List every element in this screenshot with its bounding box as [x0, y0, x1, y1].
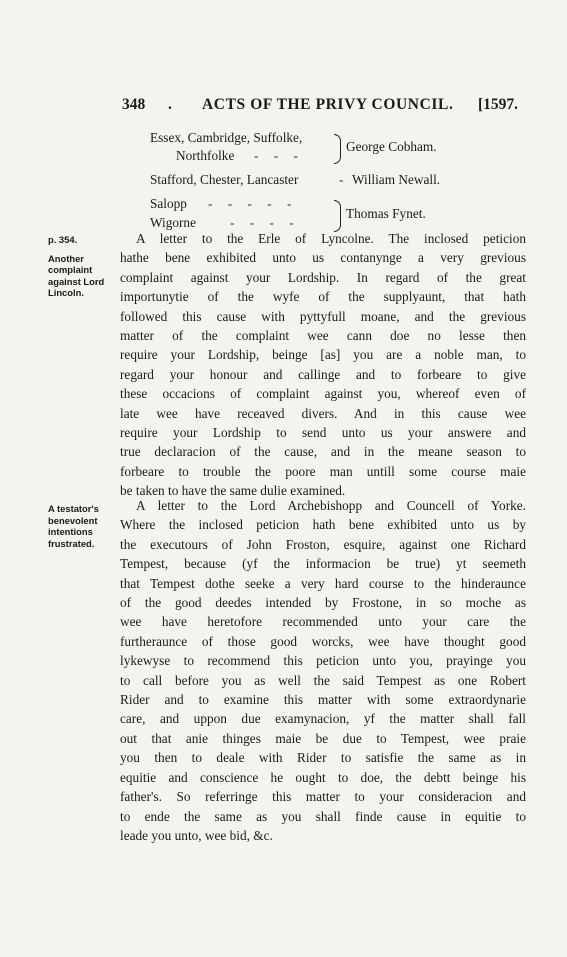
text-line: leade you unto, wee bid, &c. — [120, 827, 273, 843]
text-line: out that anie thinges maie be due to Tempest, wee praie — [120, 730, 526, 746]
text-line: A letter to the Erle of Lyncolne. The inclosed peticion — [136, 231, 526, 246]
text-line: late wee have receaved divers. And in this cause wee — [120, 405, 526, 421]
text-line: that Tempest dothe seeke a very hard course to the hinderaunce — [120, 575, 526, 591]
text-line: wee have heretofore recommended unto your care the — [120, 614, 526, 630]
right-brace — [334, 200, 341, 232]
letter-entry — [120, 496, 526, 845]
right-brace — [334, 134, 341, 164]
running-title: ACTS OF THE PRIVY COUNCIL. — [202, 96, 454, 113]
text-line: equitie and conscience he ought to doe, the debtt beinge his — [120, 769, 526, 785]
text-line: importunytie of the wyfe of the supplyaunt, that hath — [120, 289, 526, 305]
text-line: forbeare to trouble the poore man untill some course maie — [120, 463, 526, 479]
text-line: to call before you as well the said Tempest as one Robert — [120, 672, 526, 688]
county-names-continued: Northfolke — [176, 148, 235, 163]
margin-note-line: intentions — [48, 526, 93, 537]
text-line: these occacions of complaint against you, whereof even of — [120, 386, 526, 402]
county-names: Salopp — [150, 196, 187, 211]
page-reference: p. 354. — [48, 234, 78, 245]
text-line: Where the inclosed peticion hath bene exhibited unto us by — [120, 517, 526, 533]
text-line: matter of the complaint wee cann doe no lesse then — [120, 328, 526, 344]
header-separator: . — [168, 96, 172, 113]
header-year: [1597. — [478, 96, 519, 113]
margin-note-line: Another — [48, 252, 84, 264]
county-names: Essex, Cambridge, Suffolke, — [150, 130, 303, 145]
text-line: regard your honour and callinge and to forbeare to give — [120, 366, 526, 382]
text-line: to ende the same as you shall finde cause in equitie to — [120, 808, 526, 824]
text-line: be taken to have the same dulie examined. — [120, 483, 346, 499]
text-line: Rider and to examine this matter with some extraordynarie — [120, 692, 526, 708]
text-line: A letter to the Lord Archebishopp and Councell of Yorke. — [136, 498, 526, 513]
margin-note-line: A testator's — [48, 503, 99, 514]
dot-leaders: - — [339, 172, 350, 187]
text-line: father's. So referringe this matter to your consideracion and — [120, 789, 526, 805]
margin-note-line: benevolent — [48, 514, 98, 526]
margin-note — [48, 234, 114, 299]
text-line: require your Lordship, beinge [as] you are a noble man, to — [120, 347, 526, 363]
text-line: complaint against your Lordship. In regard of the great — [120, 269, 526, 285]
text-line: lykewyse to recommend this peticion unto you, prayinge you — [120, 653, 526, 669]
text-line: you then to deale with Rider to satisfie the same as in — [120, 750, 526, 766]
text-line: followed this cause with pyttyfull moane, and the grevious — [120, 308, 526, 324]
dot-leaders: - - - - - — [208, 196, 298, 211]
official-name: William Newall. — [352, 172, 441, 187]
text-line: the executours of John Froston, esquire, against one Richard — [120, 536, 526, 552]
county-names-continued: Wigorne — [150, 215, 196, 230]
official-name: George Cobham. — [346, 139, 437, 154]
text-line: furtheraunce of those good worcks, wee have thought good — [120, 633, 526, 649]
dot-leaders: - - - — [254, 148, 304, 163]
text-line: require your Lordship to send unto us your answere and — [120, 425, 526, 441]
text-line: true declaracion of the cause, and in the meane season to — [120, 444, 526, 460]
text-line: of the good deedes intended by Frostone, in so moche as — [120, 595, 526, 611]
margin-note-line: frustrated. — [48, 537, 95, 549]
running-header — [122, 96, 542, 118]
text-line: Tempest, because (yf the informacion be true) yt seemeth — [120, 556, 526, 572]
letter-entry — [120, 229, 526, 501]
dot-leaders: - - - - — [230, 215, 300, 230]
margin-note-line: against Lord — [48, 275, 105, 287]
official-name: Thomas Fynet. — [346, 206, 426, 221]
page-number: 348 — [122, 96, 146, 113]
margin-note-line: complaint — [48, 264, 93, 275]
county-names: Stafford, Chester, Lancaster — [150, 172, 299, 187]
margin-note-line: Lincoln. — [48, 287, 84, 298]
text-line: hathe bene exhibited unto us contanynge a very grevious — [120, 250, 526, 266]
text-line: care, and uppon due examynacion, yf the matter shall fall — [120, 711, 526, 727]
margin-note — [48, 503, 114, 549]
